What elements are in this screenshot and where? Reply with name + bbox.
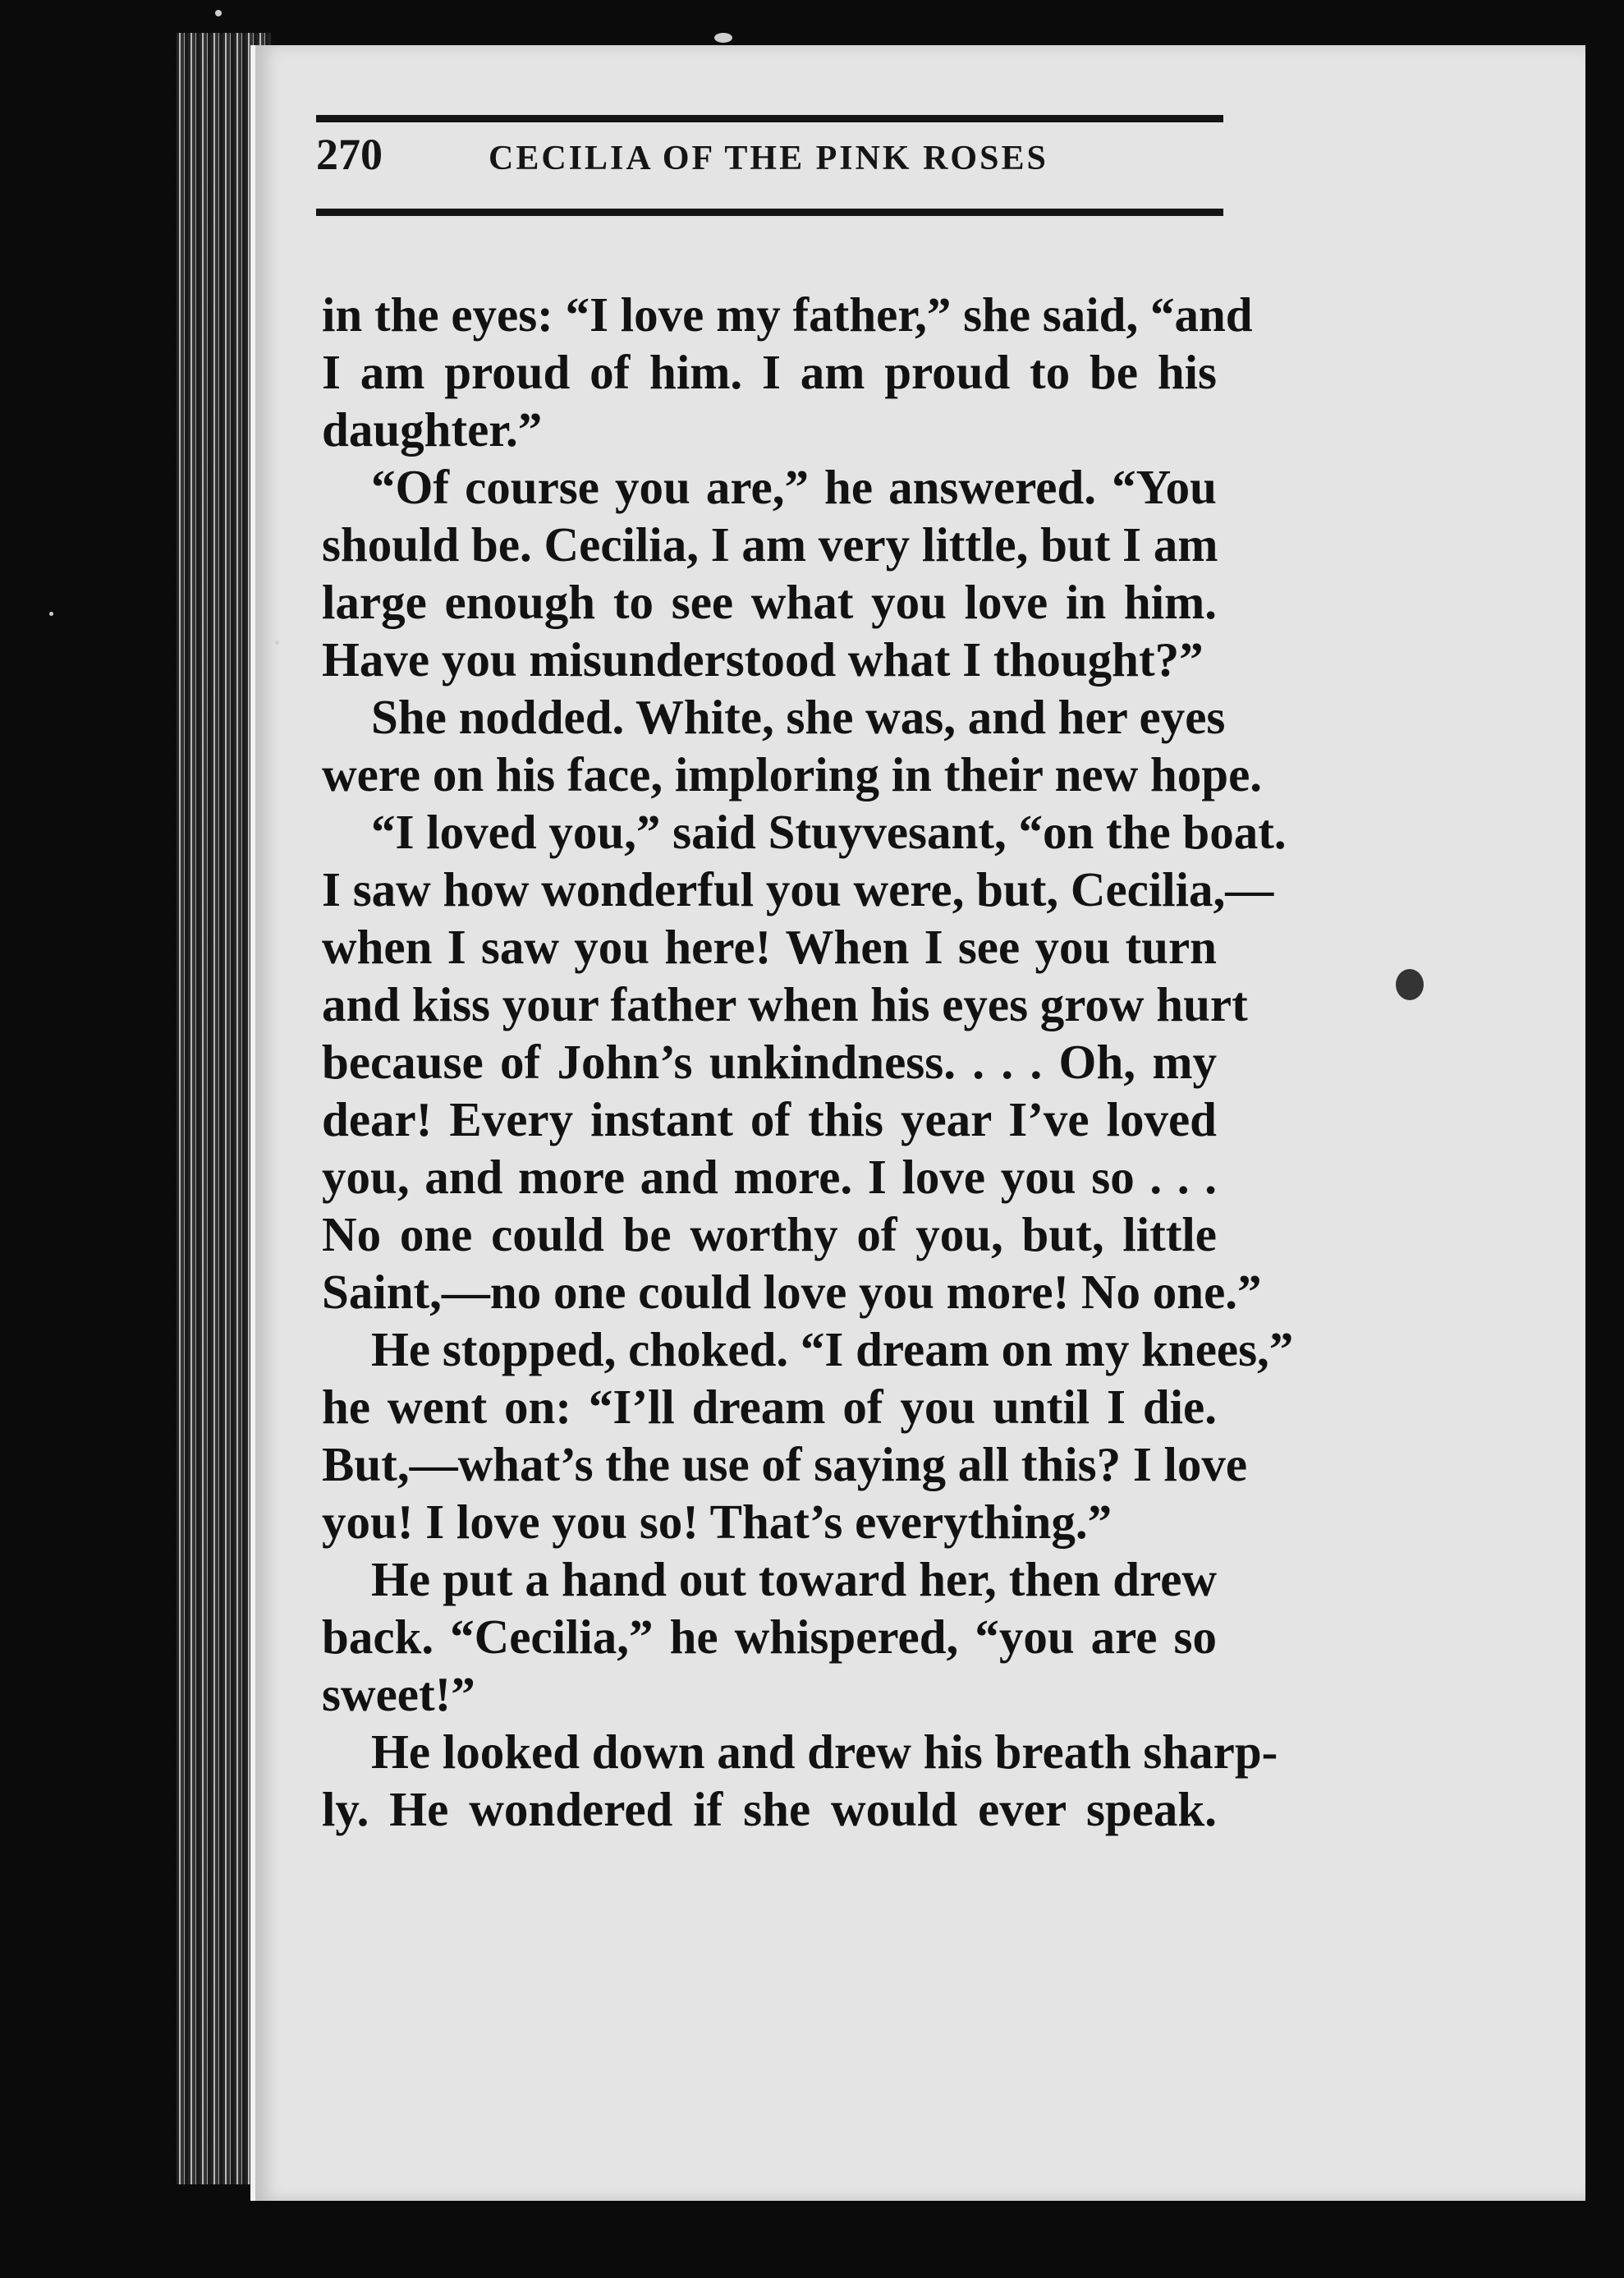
text-line: large enough to see what you love in him. [322,575,1217,629]
text-line: I saw how wonderful you were, but, Cecilia,— [322,862,1274,916]
text-line: But,—what’s the use of saying all this? I love [322,1437,1248,1491]
text-line: ly. He wondered if she would ever speak. [322,1782,1217,1836]
dust-speck [49,612,53,616]
text-line: “I loved you,” said Stuyvesant, “on the boat. [371,805,1287,859]
text-line: and kiss your father when his eyes grow hurt [322,977,1248,1031]
text-line: when I saw you here! When I see you turn [322,920,1217,974]
running-head [316,115,1223,216]
text-line: you, and more and more. I love you so . . . [322,1150,1217,1204]
dust-speck [714,33,732,43]
ink-blot [1396,969,1424,1000]
text-line: daughter.” [322,402,543,457]
dust-speck [215,10,222,16]
text-line: No one could be worthy of you, but, little [322,1207,1217,1261]
text-line: sweet!” [322,1667,475,1721]
text-line: he went on: “I’ll dream of you until I die. [322,1380,1217,1434]
book-title: CECILIA OF THE PINK ROSES [489,140,1048,177]
text-line: She nodded. White, she was, and her eyes [371,690,1226,744]
header-row [316,122,1223,209]
text-line: Have you misunderstood what I thought?” [322,632,1204,687]
dust-speck [275,641,279,645]
page-number: 270 [316,130,383,179]
text-line: back. “Cecilia,” he whispered, “you are so [322,1610,1217,1664]
text-line: were on his face, imploring in their new hope. [322,747,1263,801]
text-line: in the eyes: “I love my father,” she said, “and [322,287,1253,342]
top-rule [316,115,1223,122]
text-line: He stopped, choked. “I dream on my knees,” [371,1322,1294,1376]
text-line: should be. Cecilia, I am very little, but I am [322,517,1218,572]
text-line: because of John’s unkindness. . . . Oh, my [322,1035,1217,1089]
text-line: I am proud of him. I am proud to be his [322,345,1217,399]
text-line: “Of course you are,” he answered. “You [371,460,1217,514]
text-line: Saint,—no one could love you more! No one.” [322,1265,1262,1319]
text-line: dear! Every instant of this year I’ve loved [322,1092,1217,1146]
text-line: you! I love you so! That’s everything.” [322,1495,1112,1549]
bottom-rule [316,209,1223,216]
text-line: He put a hand out toward her, then drew [371,1552,1217,1606]
text-line: He looked down and drew his breath sharp- [371,1725,1278,1779]
body-text [322,286,1294,1838]
